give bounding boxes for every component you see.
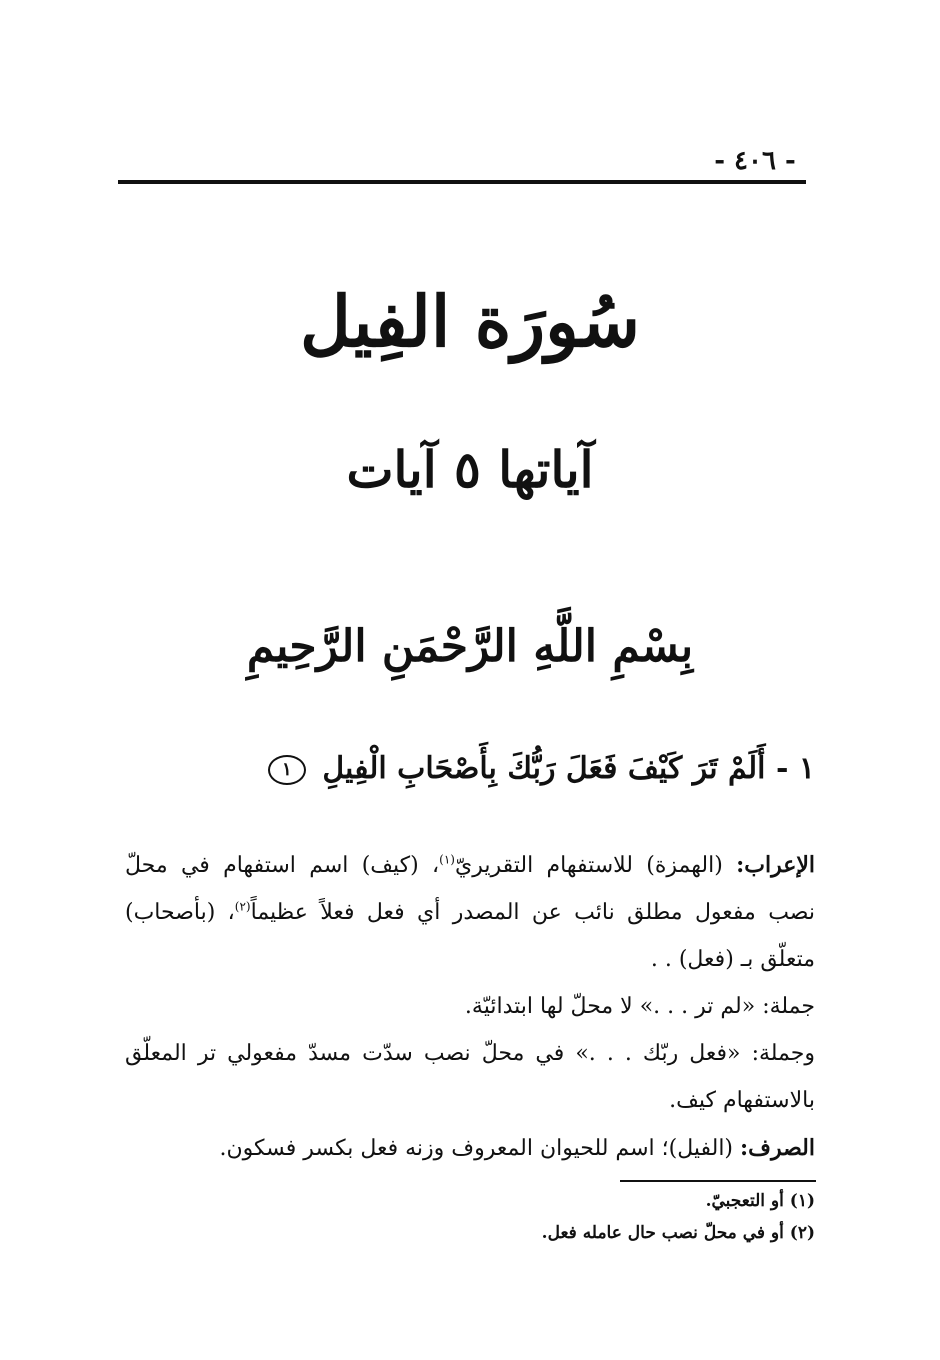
verse-end-marker: ١ <box>268 755 306 785</box>
sentence-2: وجملة: «فعل ربّك . . .» في محلّ نصب سدّت مسدّ مفعولي تر المعلّق بالاستفهام كيف. <box>125 1041 815 1113</box>
verse-number: ١ - <box>775 751 815 786</box>
footnote-rule <box>620 1180 816 1182</box>
irab-text-part2: ، (كيف) اسم استفهام في محلّ نصب مفعول مطلق نائب عن المصدر أي فعل فعلاً عظيماً <box>125 853 816 925</box>
footnote-1: (١) أو التعجبيّ. <box>705 1191 815 1211</box>
header-rule <box>118 180 806 184</box>
verse-count: آياتها ٥ آيات <box>346 440 594 499</box>
sentence-1: جملة: «لم تر . . .» لا محلّ لها ابتدائيّة. <box>464 994 815 1019</box>
footnote-ref-1: (١) <box>439 852 455 867</box>
irab-label: الإعراب: <box>736 852 815 878</box>
sarf-text: (الفيل)؛ اسم للحيوان المعروف وزنه فعل بكسر فسكون. <box>219 1136 734 1161</box>
basmala: بِسْمِ اللَّهِ الرَّحْمَنِ الرَّحِيمِ <box>246 621 694 672</box>
irab-text-part1: (الهمزة) للاستفهام التقريريّ <box>454 853 723 878</box>
sarf-label: الصرف: <box>740 1135 815 1161</box>
footnote-2: (٢) أو في محلّ نصب حال عامله فعل. <box>541 1223 815 1243</box>
irab-paragraph <box>125 842 815 983</box>
irab-text-part3: ، (بأصحاب) متعلّق بـ (فعل) . . <box>125 900 815 972</box>
footnote-ref-2: (٢) <box>234 899 251 914</box>
verse-line <box>125 748 815 790</box>
sarf-paragraph <box>125 1125 815 1172</box>
verse-text: أَلَمْ تَرَ كَيْفَ فَعَلَ رَبُّكَ بِأَصْحَابِ الْفِيلِ <box>322 751 766 786</box>
surah-title: سُورَة الفِيل <box>300 280 640 363</box>
page-number: - ٤٠٦ - <box>714 146 796 176</box>
